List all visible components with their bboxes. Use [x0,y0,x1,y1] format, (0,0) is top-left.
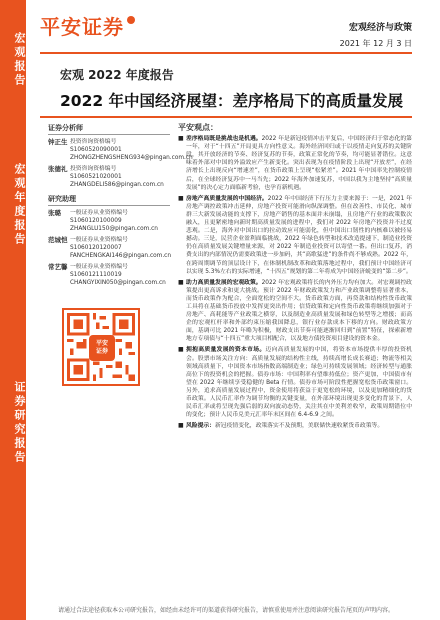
paragraph-lead: 房地产高质量发展的中国经济。 [186,195,268,202]
qr-badge-logo: 平安 证券 [89,335,115,361]
analyst-email[interactable]: ZHANGDELI586@pingan.com.cn [70,182,164,188]
assistant-credential-label: 一般证券从业资格编号 [70,210,128,216]
key-views [178,124,412,433]
sidebar-label-annual-report: 宏观年度报告 [13,163,26,247]
analyst-name: 钟正生 [48,138,68,146]
bullet-icon: ■ [178,278,184,286]
assistant-entry [48,263,170,287]
paragraph-body: 新冠疫情变化，政策落实不及预期，美联储快速收紧货币政策等。 [215,423,384,430]
analyst-entry [48,138,193,162]
sidebar-label-securities-research: 证券研究报告 [13,381,26,465]
bullet-icon: ■ [178,194,184,202]
bullet-icon: ■ [178,346,184,354]
assistant-email[interactable]: CHANGYIXIN050@pingan.com.cn [70,280,166,286]
author-column [48,124,193,290]
assistant-credential-label: 一般证券从业资格编号 [70,264,128,270]
assistant-entry [48,209,170,233]
qr-code[interactable] [62,308,140,386]
brand-mark-icon [127,16,135,24]
view-paragraph [178,195,412,276]
brand-logo [40,11,135,39]
bullet-icon: ■ [178,422,184,430]
report-category: 宏观经济与政策 [348,23,412,33]
assistant-entry [48,236,170,260]
paragraph-body: 2022 年宏观政策将长的内外压力均有加大。对宏观调控政策提出更高诉求和更大挑战。预计 2022 年财政政策发力和产业政策调整将显著重本，而货币政策作为配合，全面宽松的空间不大。货币政策方面，再贷款和结构性货币政策工具将在基础货币投放中发挥更突出作用；信贷政策和定向性货币政策将继续加强对于房地产、高耗能等产业政策之横穿，以及制造业高质量发展和绿色转型等之增援；而高企的宏观杠杆率和外部约束压缩我国降息，银行业存款成本下移的方向。财政政策方面，基调可比 2021 年略为积极，财政支出节奏可能逐渐回归到“前置”特征，探索新增地方专项债与“十四五”重大项目相配合，以及地方债投资项目建设的资本金。 [186,279,412,343]
assistant-email[interactable]: ZHANGLU150@pingan.com.cn [70,226,158,232]
assistant-credential-number: S1060120120007 [70,245,122,251]
page-footer: 请通过合法途径获取本公司研究报告，如经由未经许可的渠道获得研究报告，请慎重使用并注意阅读研究报告尾页的声明内容。 [57,607,394,614]
header-divider [40,52,412,54]
analyst-credential-label: 投资咨询资格编号 [70,139,117,145]
analyst-name: 张德礼 [48,165,68,173]
brand-name: 平安证券 [40,14,124,39]
assistant-name: 范城恺 [48,236,68,244]
paragraph-body: 迈向高质量发展的中国，将资本市场提供丰厚的投资机会。股票市场关注方向：高质量发展的结构性主线，持续高增长成长赛道；物流等相关领域高质量下，中国资本市场指数高端制造业；绿色可持续发展领域；经济转型与通胀高位下的投资机会的把握。债券市场：中国利率有望维持低位；资产更加，中国债市有望在 2022 年继续享受稳健的 Beta 行情。债券市场可阶段性把握宽松货币政策窗口。另外，追求高质量发展过程中，资金使用将获益于更宽松的环境，以及更加精细化的货币政策。人民币汇率作为调节均衡的关键变量，在外部环境出现更多变化的背景下，人民币汇率或将呈现先强后弱的双向波动态势，关注其在中美利差收窄，政策周期错位中的变化；预计人民币兑美元汇率年末区间在 6.4-6.9 之间。 [186,347,412,419]
assistant-email[interactable]: FANCHENGKAI146@pingan.com.cn [70,253,172,259]
analyst-credential-number: S1060520090001 [70,147,122,153]
sidebar-label-macro-report: 宏观报告 [13,32,26,88]
view-paragraph [178,346,412,419]
paragraph-lead: 助力高质量发展的宏观政策。 [186,279,262,286]
assistant-credential-number: S1060121110019 [70,272,122,278]
analysts-heading: 证券分析师 [48,124,170,135]
report-date: 2021 年 12 月 3 日 [339,39,412,48]
paragraph-lead: 风险提示： [186,423,215,430]
assistant-credential-number: S1060120100009 [70,218,122,224]
analyst-credential-number: S1060521020001 [70,174,122,180]
assistant-name: 张璐 [48,209,61,217]
paragraph-lead: 拥抱高质量发展的资本市场。 [186,347,266,354]
view-paragraph [178,279,412,344]
report-title: 2022 年中国经济展望：差序格局下的高质量发展 [60,92,404,110]
paragraph-body: 2022 年中国经济下行压力主要来源于：一是，2021 年房地产调控政策冲击延伸，房地产投资可能滑向纵深调整。但在改善性、市民化、城市群三大新发展动能的支撑下，房地产销售的基本面并未崩塌，且房地产行业的政策数次融入，且更紧密地向新时期高质量发展的进程中，我们对 2022 年房地产投资并不过度悲观。二是，海外对中国出口的拉动效应可能弱化，但中国出口韧性的内核难以被轻易撼动。三是，民营企业盈利面临挑战，2022 年绿色转型和技术改造提速下，制造业投资仍在高质量发展关键增量来源，对 2022 年制造业投资可以寄望一番。但出口复苏，消费支出的内部情况仍需要政策进一步加码，其“高歌猛进”的条件尚不够成熟。2022 年，在跨周期调节的顶层设计下，在体制机制改革和政策落地过程中，我们预计中国经济可以实现 5.3%左右的实际增速，“十四五”规划的第二年将成为中国经济蜕变的“第二步”。 [186,195,412,275]
paragraph-body: 2022 年是新冠疫情冲击平复后，中国经济归于常态化的第一年，对于“十四五”开局更具方向性意义。海外经济回归或于以疫情走向复苏的关键阶段，其开放经济的节奏、经济复苏的节奏，政策正常化的节奏，均可能显著错位。这意味着外部对中国的外溢效应产生新变化。突出表现为在疫情阶段上出现“开放差”，在经济增长上出现反向“增速差”，在货币政策上呈现“松紧差”。2021 年中国率先控制疫情后，在全球经济复苏中一马当先；2022 年海外加速复苏，中国以我为主地坚持“高质量发展”的决心定力面临新考验，也孕育新机遇。 [186,136,412,191]
paragraph-lead: 差序格局既是挑战也是机遇。 [186,136,262,143]
assistants-heading: 研究助理 [48,195,170,206]
title-divider [40,116,412,118]
analyst-credential-label: 投资咨询资格编号 [70,166,117,172]
assistant-name: 常艺馨 [48,263,68,271]
view-paragraph [178,422,412,430]
sidebar [0,0,26,620]
analyst-email[interactable]: ZHONGZHENGSHENG934@pingan.com.cn [70,155,193,161]
report-subtitle: 宏观 2022 年度报告 [60,68,174,82]
bullet-icon: ■ [178,135,184,143]
view-paragraph [178,135,412,192]
assistant-credential-label: 一般证券从业资格编号 [70,237,128,243]
analyst-entry [48,165,170,189]
views-heading: 平安观点： [178,123,218,132]
qr-pattern [67,313,135,381]
